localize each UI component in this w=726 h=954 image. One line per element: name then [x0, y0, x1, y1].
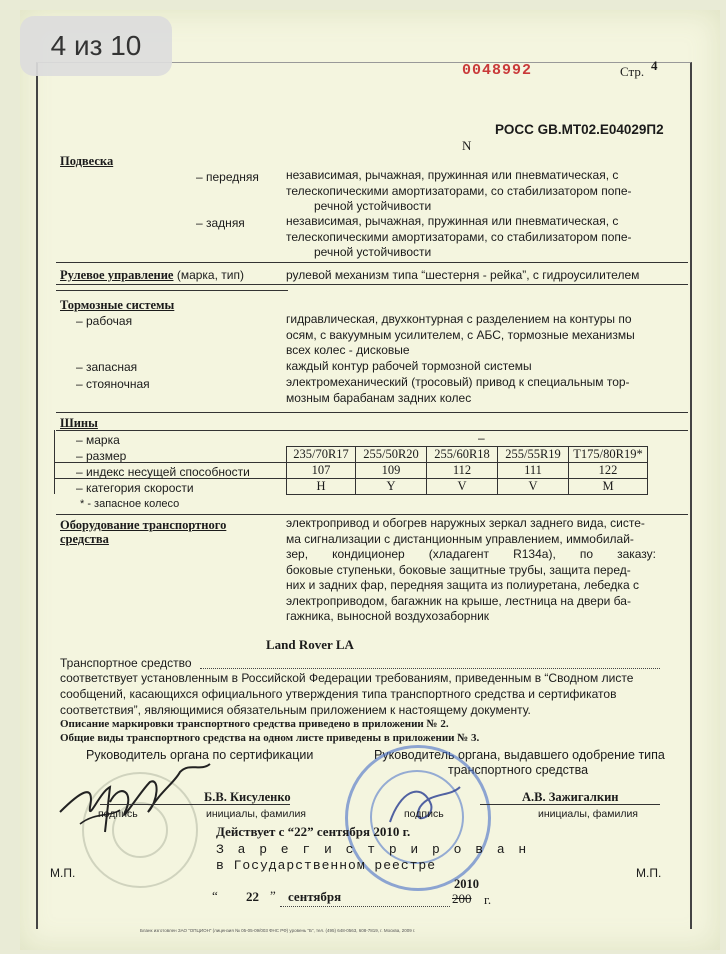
initials-label-left: инициалы, фамилия	[206, 808, 306, 820]
right-signatory-title: Руководитель органа, выдавшего одобрение типа	[374, 748, 665, 762]
brakes-work-label: – рабочая	[76, 314, 133, 328]
divider	[54, 478, 286, 479]
divider	[56, 412, 688, 413]
tyres-brand-value: –	[478, 431, 485, 445]
tyres-size-label: – размер	[76, 449, 127, 463]
tyres-speed-label: – категория скорости	[76, 481, 194, 495]
tyre-speed-cell: M	[569, 479, 648, 495]
tyre-load-cell: 111	[498, 463, 569, 479]
tyres-brand-label: – марка	[76, 433, 120, 447]
tyre-size-cell: T175/80R19*	[569, 447, 648, 463]
tyre-size-cell: 255/55R19	[498, 447, 569, 463]
steering-value: рулевой механизм типа “шестерня - рейка”, с гидроусилителем	[286, 268, 640, 282]
divider	[56, 514, 688, 515]
tyre-size-cell: 235/70R17	[287, 447, 356, 463]
tyres-load-label: – индекс несущей способности	[76, 465, 250, 479]
suspension-front-value: независимая, рычажная, пружинная или пневматическая, с телескопическими амортизаторами, со стабилизатором попе- речной устойчивости	[286, 168, 632, 213]
sign-label-right: подпись	[404, 808, 444, 820]
brakes-park-label: – стояночная	[76, 377, 150, 391]
conformity-text: соответствует установленным в Российской Федерации требованиям, приведенным в “Сводном листе сообщений, касающихся официального утверждения типа транспортного средства и сертификатов соответствия”, являющимися обязательным приложением к настоящему документу.	[60, 671, 634, 717]
tyres-table	[286, 446, 648, 495]
suspension-rear-value: независимая, рычажная, пружинная или пневматическая, с телескопическими амортизаторами, со стабилизатором попе- речной устойчивости	[286, 214, 632, 259]
initials-label-right: инициалы, фамилия	[538, 808, 638, 820]
stamp-place-right: М.П.	[636, 866, 662, 880]
vehicle-label: Транспортное средство	[60, 656, 192, 670]
suspension-rear-label: – задняя	[196, 216, 245, 230]
registered-text-2: в Государственном реестре	[216, 858, 437, 873]
registration-day: 22	[246, 889, 259, 904]
form-footer: Бланк изготовлен ЗАО “ОПЦИОН” (лицензия № 05-05-09/003 ФНС РФ) уровень “Б”, тел. (495) 648-0563, 608-7819, г. Москва, 2009 г.	[140, 928, 416, 933]
divider	[280, 906, 450, 907]
tyres-size-row	[287, 447, 648, 463]
tyre-speed-cell: V	[427, 479, 498, 495]
divider	[56, 262, 688, 263]
annex-views-text: Общие виды транспортного средства на одном листе приведены в приложении № 3.	[60, 732, 480, 744]
right-signatory-title-2: транспортного средства	[448, 763, 589, 777]
section-equipment-title: Оборудование транспортного	[60, 518, 227, 532]
left-signatory-name: Б.В. Кисуленко	[204, 790, 291, 804]
page-label: Стр.	[620, 64, 645, 79]
page-number: 4	[651, 58, 658, 73]
brakes-work-value: гидравлическая, двухконтурная с разделением на контуры по осям, с вакуумным усилителем, с АБС, тормозные механизмы всех колес - дисковые	[286, 312, 635, 357]
registration-year-printed: 200	[452, 891, 472, 906]
tyre-size-cell: 255/60R18	[427, 447, 498, 463]
registration-year-handwritten: 2010	[454, 877, 479, 891]
tyre-size-cell: 255/50R20	[356, 447, 427, 463]
number-label: N	[462, 138, 472, 153]
tyres-speed-row	[287, 479, 648, 495]
tyre-load-cell: 107	[287, 463, 356, 479]
sign-label-left: подпись	[98, 808, 138, 820]
annex-marking-text: Описание маркировки транспортного средства приведено в приложении № 2.	[60, 718, 449, 730]
tyre-load-cell: 109	[356, 463, 427, 479]
stamp-place-left: М.П.	[50, 866, 76, 880]
registered-text: З а р е г и с т р и р о в а н	[216, 842, 530, 857]
section-steering-title: Рулевое управление (марка, тип)	[60, 268, 244, 282]
section-suspension-title: Подвеска	[60, 154, 114, 168]
divider	[56, 284, 688, 285]
handwritten-signature-left	[50, 752, 230, 852]
tyre-load-cell: 112	[427, 463, 498, 479]
registration-month: сентября	[288, 889, 342, 904]
divider	[100, 804, 290, 805]
tyres-load-row	[287, 463, 648, 479]
section-equipment-title-2: средства	[60, 532, 109, 546]
divider	[200, 668, 660, 669]
certificate-number: РОСС GB.МТ02.Е04029П2	[495, 122, 664, 137]
brakes-spare-value: каждый контур рабочей тормозной системы	[286, 359, 532, 373]
registration-year-suffix: г.	[484, 892, 492, 907]
equipment-value: электропривод и обогрев наружных зеркал заднего вида, систе- ма сигнализации с дистанционным управлением, иммобилай- зер, кондиционер (хладагент R134a), по заказу: боковые ступеньки, боковые защитные трубы, защита перед- них и задних фар, передняя защита из полиуретана, лебедка с электроприводом, багажник на крыше, лестница на двери ба- гажника, выносной воздухозаборник	[286, 516, 656, 623]
valid-from: Действует с “22” сентября 2010 г.	[216, 824, 411, 839]
right-signatory-name: А.В. Зажигалкин	[522, 790, 619, 804]
section-tyres-title: Шины	[60, 416, 98, 430]
tyres-footnote: * - запасное колесо	[80, 498, 180, 510]
form-serial-number: 0048992	[462, 62, 533, 79]
registration-open-quote: “	[212, 888, 218, 903]
tyre-speed-cell: H	[287, 479, 356, 495]
divider	[54, 462, 286, 463]
registration-close-quote: ”	[270, 888, 276, 903]
section-brakes-title: Тормозные системы	[60, 298, 175, 312]
tyre-load-cell: 122	[569, 463, 648, 479]
brakes-park-value: электромеханический (тросовый) привод к специальным тор- мозным барабанам задних колес	[286, 375, 630, 405]
vehicle-name: Land Rover LA	[266, 637, 354, 652]
divider	[480, 804, 660, 805]
left-signatory-title: Руководитель органа по сертификации	[86, 748, 314, 762]
suspension-front-label: – передняя	[196, 170, 259, 184]
page-counter-badge: 4 из 10	[20, 16, 172, 76]
brakes-spare-label: – запасная	[76, 360, 138, 374]
divider	[56, 290, 288, 291]
tyre-speed-cell: Y	[356, 479, 427, 495]
tyre-speed-cell: V	[498, 479, 569, 495]
divider	[56, 430, 688, 431]
